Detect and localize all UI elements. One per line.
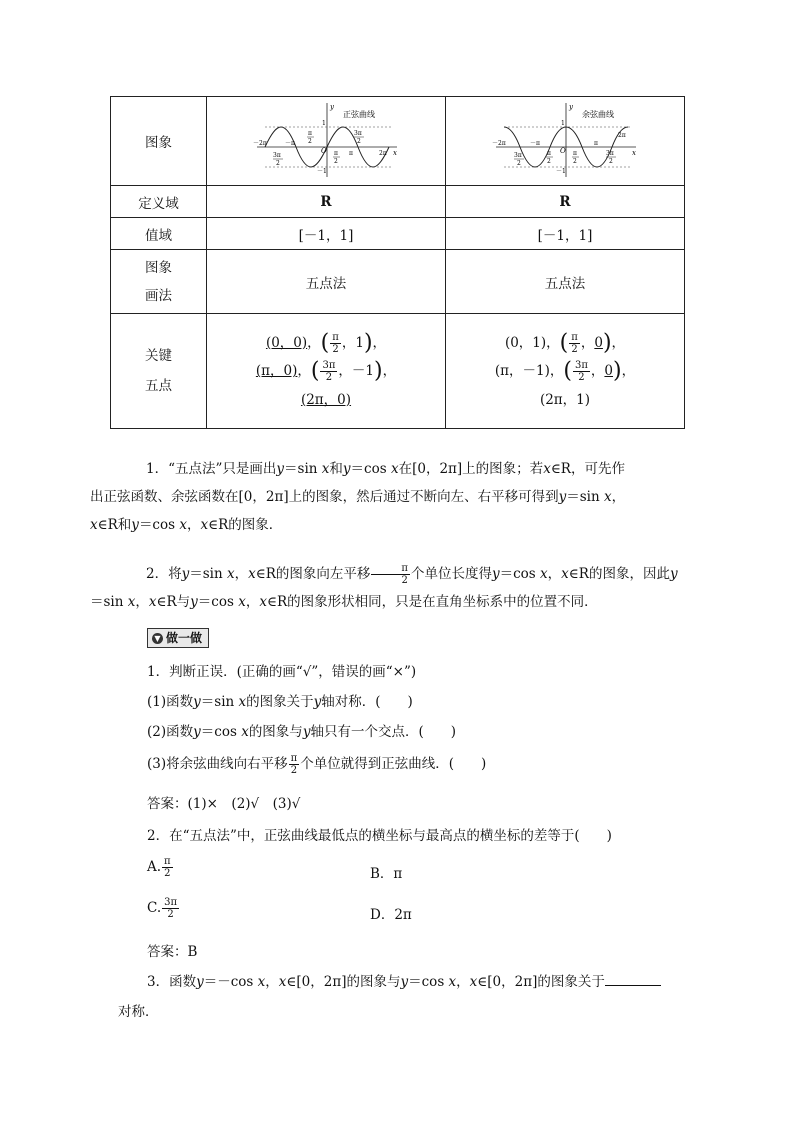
cosine-y-label: y <box>569 103 573 111</box>
row-label-domain: 定义域 <box>111 186 207 218</box>
table-row-range <box>111 218 685 250</box>
row-label-drawing-method <box>111 250 207 314</box>
sine-y-label: y <box>330 103 334 111</box>
sine-tick-pi2-den: 2 <box>334 158 338 165</box>
table-row-drawing-method <box>111 250 685 314</box>
sine-domain: R <box>207 186 446 218</box>
cosine-one-label: 1 <box>561 120 565 127</box>
q3-stem: 3．函数y＝－cos x，x∈[0，2π]的图象与y＝cos x，x∈[0，2π]的图象关于 <box>147 970 661 990</box>
cosine-key-line-1: (0，1)，( $\frac{\pi}{2}$ ，0)， <box>504 330 626 355</box>
sine-graph-cell <box>207 97 446 186</box>
sine-key-p4-y: －1 <box>351 363 375 379</box>
sine-x-label: x <box>393 149 397 157</box>
cosine-tick-2pi: 2π <box>618 132 626 139</box>
cosine-key-p4-frac: $\frac{3\pi}{2}$ <box>574 360 588 383</box>
q2-option-b: B．π <box>370 866 403 882</box>
section-title: 做一做 <box>166 631 203 645</box>
cosine-key-p5: (2π，1) <box>539 391 591 408</box>
sine-key-line-1: (0，0)，( $\frac{\pi}{2}$ ，1)， <box>265 330 387 355</box>
cosine-key-p2-frac: $\frac{\pi}{2}$ <box>571 331 578 355</box>
section-try-it-header <box>147 628 209 648</box>
sine-tick-pi: π <box>349 150 353 157</box>
q1-item-3-frac: $\frac{\pi}{2}$ <box>290 753 298 776</box>
sine-key-points <box>207 314 446 429</box>
cosine-key-p1: (0，1) <box>504 334 547 351</box>
note-1: 1．“五点法”只是画出y＝sin x和y＝cos x在[0，2π]上的图象；若x∈R，可先作 出正弦函数、余弦函数在[0，2π]上的图象，然后通过不断向左、右平移可得到y＝sin x， x∈R和y＝cos x，x∈R的图象． <box>90 461 626 533</box>
cosine-key-p3: (π，－1) <box>494 363 550 379</box>
cosine-neg-one-label: －1 <box>556 168 566 175</box>
q3-stem-end: 对称． <box>118 1004 159 1020</box>
cosine-drawing-method: 五点法 <box>446 250 685 314</box>
sine-tick-n3pi2: 3π <box>273 152 281 159</box>
sine-title: 正弦曲线 <box>343 110 375 119</box>
q1-answer: 答案：(1)× (2)√ (3)√ <box>147 796 301 812</box>
cosine-tick-pi2-den: 2 <box>573 158 577 165</box>
q1-stem: 1．判断正误．(正确的画“√”，错误的画“×”) <box>147 664 417 680</box>
table-row-graph <box>111 97 685 186</box>
sine-key-p2-y: 1 <box>355 334 364 351</box>
cosine-domain: R <box>446 186 685 218</box>
cosine-origin: O <box>560 147 566 155</box>
q2-option-d: D．2π <box>370 907 412 923</box>
table-row-key-points <box>111 314 685 429</box>
sine-key-p5: (2π，0) <box>300 391 352 408</box>
note-2-frac: $\frac{\pi}{2}$ <box>371 563 410 586</box>
cosine-key-p2-y: 0 <box>594 334 603 351</box>
q2-option-a: A. $\frac{\pi}{2}$ <box>147 856 171 879</box>
cosine-tick-n3pi2: 3π <box>514 152 522 159</box>
sine-neg-one-label: －1 <box>317 168 327 175</box>
cosine-key-line-3 <box>446 386 684 414</box>
cosine-range: [－1，1] <box>446 218 685 250</box>
sine-key-p3: (π，0) <box>255 363 298 379</box>
sine-tick-n3pi2-den: 2 <box>276 160 280 167</box>
sine-range: [－1，1] <box>207 218 446 250</box>
row-label-key-1: 关键 <box>145 348 172 364</box>
q2-option-c-frac: $\frac{3\pi}{2}$ <box>164 897 178 920</box>
cosine-tick-n2pi: －2π <box>492 140 506 147</box>
cosine-tick-n3pi2-den: 2 <box>517 160 521 167</box>
sine-key-line-3 <box>207 386 445 414</box>
row-label-graph: 图象 <box>111 97 207 186</box>
sine-key-p4-frac: $\frac{3\pi}{2}$ <box>322 360 336 383</box>
row-label-range: 值域 <box>111 218 207 250</box>
cosine-graph-cell <box>446 97 685 186</box>
cosine-curve-graph <box>490 99 640 179</box>
sine-tick-3pi2-den: 2 <box>357 138 361 145</box>
sine-one-label: 1 <box>322 120 326 127</box>
sine-tick-2pi: 2π <box>379 150 387 157</box>
cosine-tick-pi2: π <box>573 150 577 157</box>
q2-stem: 2．在“五点法”中，正弦曲线最低点的横坐标与最高点的横坐标的差等于( ) <box>147 828 612 844</box>
cosine-key-p4-y: 0 <box>604 363 614 379</box>
q2-answer: 答案：B <box>147 944 198 960</box>
chevron-down-icon: ▼ <box>152 633 163 644</box>
cosine-x-label: x <box>632 149 636 157</box>
sine-curve-graph <box>251 99 401 179</box>
sine-tick-npi: －π <box>285 140 295 147</box>
q1-item-1: (1)函数y＝sin x的图象关于y轴对称．( ) <box>147 694 413 710</box>
cosine-tick-npi2: π <box>547 150 551 157</box>
sine-tick-n2pi: －2π <box>253 140 267 147</box>
table-row-domain <box>111 186 685 218</box>
q1-item-3: (3)将余弦曲线向右平移 $\frac{\pi}{2}$ 个单位就得到正弦曲线．( ) <box>147 753 487 776</box>
sine-key-p1: (0，0) <box>265 334 308 351</box>
cosine-tick-npi2-den: 2 <box>547 158 551 165</box>
sine-tick-npi2-den: 2 <box>308 138 312 145</box>
sine-tick-pi2: π <box>334 150 338 157</box>
cosine-tick-3pi2: 3π <box>606 150 614 157</box>
cosine-tick-npi: －π <box>530 140 540 147</box>
row-label-key-2: 五点 <box>145 378 172 394</box>
q2-option-c: C. $\frac{3\pi}{2}$ <box>147 897 178 920</box>
sine-key-p2-frac: $\frac{\pi}{2}$ <box>332 331 339 355</box>
sine-drawing-method: 五点法 <box>207 250 446 314</box>
cosine-tick-3pi2-den: 2 <box>609 158 613 165</box>
cosine-tick-pi: π <box>594 140 598 147</box>
row-label-key-points <box>111 314 207 429</box>
cosine-title: 余弦曲线 <box>582 110 614 119</box>
sine-origin: O <box>321 147 327 155</box>
sine-tick-3pi2: 3π <box>354 130 362 137</box>
q3-answer-blank[interactable] <box>605 971 661 986</box>
row-label-drawing-1: 图象 <box>145 259 172 276</box>
q2-option-a-frac: $\frac{\pi}{2}$ <box>164 856 171 879</box>
cosine-key-line-2: (π，－1)，( $\frac{3\pi}{2}$ ，0)， <box>494 358 636 384</box>
sine-cosine-properties-table <box>110 96 685 429</box>
sine-key-line-2: (π，0)，( $\frac{3\pi}{2}$ ，－1)， <box>255 358 397 384</box>
note-2: 2．将y＝sin x，x∈R的图象向左平移 $\frac{\pi}{2}$ 个单位长度得y＝cos x，x∈R的图象，因此y ＝sin x，x∈R与y＝cos x，x∈R的图象形状相同，只是在直角坐标系中的位置不同． <box>90 563 678 610</box>
sine-tick-npi2: π <box>308 130 312 137</box>
cosine-key-points <box>446 314 685 429</box>
q1-item-2: (2)函数y＝cos x的图象与y轴只有一个交点．( ) <box>147 724 456 740</box>
row-label-drawing-2: 画法 <box>145 287 172 304</box>
